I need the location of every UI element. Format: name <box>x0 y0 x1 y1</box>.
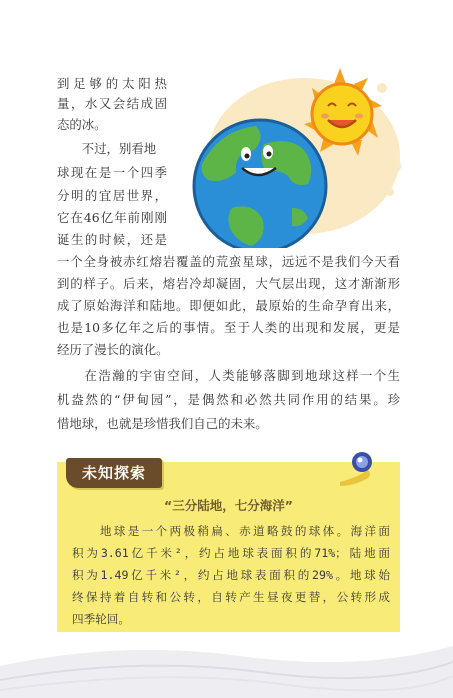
magnifier-icon <box>318 448 378 498</box>
body-line-5: 经历了漫长的演化。 <box>57 342 169 357</box>
box-line-3: 积为1.49亿千米²，约占地球表面积的29%。地球始 <box>72 568 390 582</box>
intro-line-1: 到足够的太阳热 <box>57 76 167 91</box>
box-line-5: 四季轮回。 <box>72 612 130 626</box>
box-line-1: 地球是一个两极稍扁、赤道略鼓的球体。海洋面 <box>72 524 390 538</box>
body-line-2: 到的样子。后来，熔岩冷却凝固，大气层出现，这才渐渐形 <box>57 276 400 291</box>
intro-line-4: 不过，别看地 <box>57 141 157 156</box>
explore-tab-label: 未知探索 <box>81 464 146 482</box>
box-line-2: 积为3.61亿千米²，约占地球表面积的71%；陆地面 <box>72 546 390 560</box>
box-line-4: 终保持着自转和公转，自转产生昼夜更替，公转形成 <box>72 590 390 604</box>
box-title: “三分陆地，七分海洋” <box>164 498 293 513</box>
body-line-3: 成了原始海洋和陆地。即便如此，最原始的生命孕育出来， <box>57 298 400 313</box>
intro-line-6: 分明的宜居世界， <box>57 188 167 203</box>
earth-icon <box>194 120 326 248</box>
body-line-1: 一个全身被赤红熔岩覆盖的荒蛮星球，远远不是我们今天看 <box>57 254 400 269</box>
intro-line-3: 态的冰。 <box>57 117 107 132</box>
intro-line-2: 量，水又会结成固 <box>57 96 167 111</box>
earth-sun-illustration <box>172 68 402 248</box>
intro-line-7: 它在46亿年前刚刚 <box>57 210 167 225</box>
body-line-7: 机盎然的“伊甸园”，是偶然和必然共同作用的结果。珍 <box>57 392 400 407</box>
body-line-6: 在浩瀚的宇宙空间，人类能够落脚到地球这样一个生 <box>57 368 400 383</box>
body-line-4: 也是10多亿年之后的事情。至于人类的出现和发展，更是 <box>57 320 400 335</box>
bottom-wave-decoration <box>0 636 453 698</box>
body-line-8: 惜地球，也就是珍惜我们自己的未来。 <box>57 416 268 431</box>
intro-line-8: 诞生的时候，还是 <box>57 232 167 247</box>
intro-line-5: 球现在是一个四季 <box>57 165 167 180</box>
